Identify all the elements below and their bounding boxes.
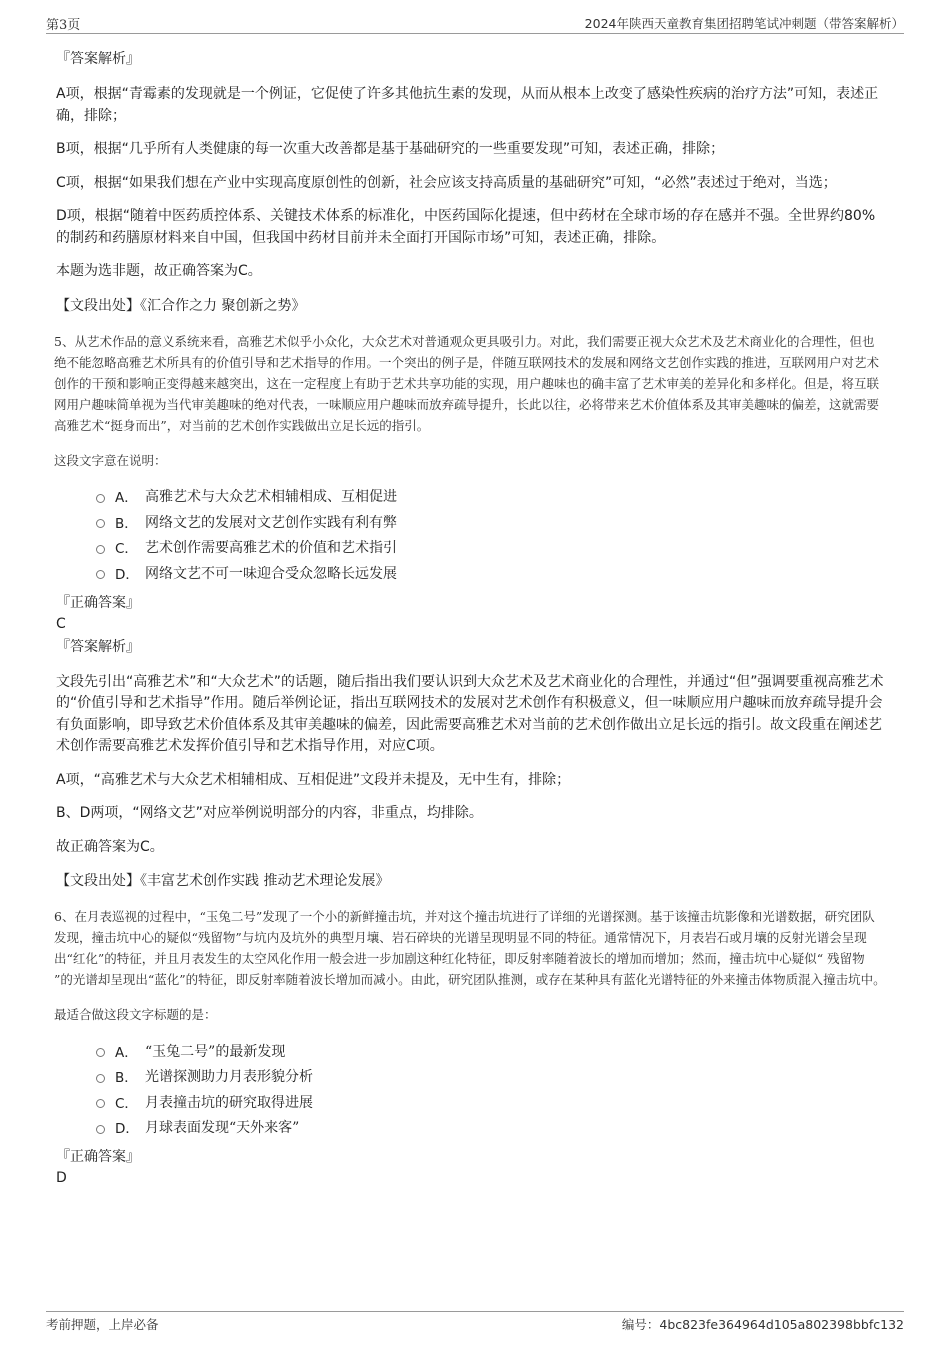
q5-option-b[interactable] — [96, 509, 886, 535]
q6-prompt: 最适合做这段文字标题的是： — [54, 1007, 217, 1022]
q5-analysis-main: 文段先引出“高雅艺术”和“大众艺术”的话题，随后指出我们要认识到大众艺术及艺术商业化的合理性，并通过“但”强调要重视高雅艺术的“价值引导和艺术指导”作用。随后举例论证，指出互联网技术的发展对艺术创作有积极意义，但一味顺应用户趣味而放弃疏导提升会有负面影响，即导致艺术价值体系及其审美趣味的偏差，因此需要高雅艺术对当前的艺术创作做出立足长远的指引。故文段重在阐述艺术创作需要高雅艺术发挥价值引导和艺术指导作用，对应C项。 — [56, 673, 884, 754]
q5-answer-label: 『正确答案』 — [56, 594, 140, 611]
q6-option-a[interactable] — [96, 1038, 886, 1064]
q5-option-c[interactable] — [96, 535, 886, 561]
option-letter: D． — [115, 566, 139, 583]
q6-answer-block — [56, 1146, 886, 1188]
option-letter: B． — [115, 515, 138, 532]
q5-source: 【文段出处】《丰富艺术创作实践 推动艺术理论发展》 — [56, 873, 390, 889]
page-footer — [46, 1311, 904, 1335]
radio-icon[interactable] — [96, 1074, 105, 1083]
option-text: 网络文艺不可一味迎合受众忽略长远发展 — [145, 565, 397, 582]
option-text: 艺术创作需要高雅艺术的价值和艺术指引 — [145, 540, 397, 557]
option-text: 网络文艺的发展对文艺创作实践有利有弊 — [145, 514, 397, 531]
option-text: 高雅艺术与大众艺术相辅相成、互相促进 — [145, 489, 397, 506]
q4-source: 【文段出处】《汇合作之力 聚创新之势》 — [56, 297, 306, 314]
document-code — [622, 1315, 904, 1333]
option-letter: C． — [115, 1095, 138, 1112]
q5-option-d[interactable] — [96, 560, 886, 586]
option-text: 月球表面发现“天外来客” — [145, 1120, 300, 1137]
footer-slogan: 考前押题，上岸必备 — [46, 1317, 159, 1332]
option-letter: C． — [115, 541, 138, 558]
q4-analysis-b: B项，根据“几乎所有人类健康的每一次重大改善都是基于基础研究的一些重要发现”可知，表述正确，排除； — [56, 141, 725, 157]
option-letter: D． — [115, 1121, 139, 1138]
q6-answer: D — [56, 1170, 67, 1186]
radio-icon[interactable] — [96, 1099, 105, 1108]
radio-icon[interactable] — [96, 1048, 105, 1057]
q4-analysis-d: D项，根据“随着中医药质控体系、关键技术体系的标准化，中医药国际化提速，但中药材在全球市场的存在感并不强。全世界约80%的制药和药膳原材料来自中国，但我国中药材目前并未全面打开国际市场”可知，表述正确，排除。 — [56, 208, 876, 246]
q6-options — [96, 1038, 886, 1140]
option-letter: A． — [115, 1044, 138, 1061]
q6-option-b[interactable] — [96, 1064, 886, 1090]
code-label: 编号： — [621, 1317, 660, 1332]
option-text: 月表撞击坑的研究取得进展 — [145, 1094, 313, 1111]
radio-icon[interactable] — [96, 570, 105, 579]
q4-analysis-c: C项，根据“如果我们想在产业中实现高度原创性的创新，社会应该支持高质量的基础研究”可知，“必然”表述过于绝对，当选； — [56, 174, 837, 191]
radio-icon[interactable] — [96, 1125, 105, 1134]
radio-icon[interactable] — [96, 494, 105, 503]
q5-conclusion: 故正确答案为C。 — [56, 838, 164, 855]
q5-options — [96, 484, 886, 586]
option-text: “玉兔二号”的最新发现 — [145, 1043, 286, 1060]
q5-prompt: 这段文字意在说明： — [54, 452, 167, 468]
q5-stem: 5、从艺术作品的意义系统来看，高雅艺术似乎小众化，大众艺术对普通观众更具吸引力。对此，我们需要正视大众艺术及艺术商业化的合理性，但也绝不能忽略高雅艺术所具有的价值引导和艺术指导的作用。一个突出的例子是，伴随互联网技术的发展和网络文艺创作实践的推进，互联网用户对艺术创作的干预和影响正变得越来越突出，这在一定程度上有助于艺术共享功能的实现，用户趣味也的确丰富了艺术审美的差异化和多样化。但是，将互联网用户趣味简单视为当代审美趣味的绝对代表，一味顺应用户趣味而放弃疏导提升，长此以往，必将带来艺术价值体系及其审美趣味的偏差，这就需要高雅艺术“挺身而出”，对当前的艺术创作实践做出立足长远的指引。 — [54, 333, 880, 433]
q4-analysis-a: A项，根据“青霉素的发现就是一个例证，它促使了许多其他抗生素的发现，从而从根本上改变了感染性疾病的治疗方法”可知，表述正确，排除； — [56, 86, 879, 124]
q4-analysis-label: 『答案解析』 — [56, 51, 140, 67]
q4-conclusion: 本题为选非题，故正确答案为C。 — [56, 263, 262, 279]
q5-analysis-label: 『答案解析』 — [56, 638, 140, 655]
q5-analysis-a: A项，“高雅艺术与大众艺术相辅相成、互相促进”文段并未提及，无中生有，排除； — [56, 771, 571, 788]
q6-stem: 6、在月表巡视的过程中，“玉兔二号”发现了一个小的新鲜撞击坑，并对这个撞击坑进行了详细的光谱探测。基于该撞击坑影像和光谱数据，研究团队发现，撞击坑中心的疑似“残留物”与坑内及坑外的典型月壤、岩石碎块的光谱呈现明显不同的特征。通常情况下，月表岩石或月壤的反射光谱会呈现出“红化”的特征，并且月表发生的太空风化作用一般会进一步加剧这种红化特征，即反射率随着波长的增加而增加；然而，撞击坑中心疑似“ 残留物 ”的光谱却呈现出“蓝化”的特征，即反射率随着波长增加而减小。由此，研究团队推测，或存在某种具有蓝化光谱特征的外来撞击体物质混入撞击坑中。 — [54, 909, 886, 987]
q6-answer-label: 『正确答案』 — [56, 1149, 140, 1165]
option-letter: A． — [115, 490, 138, 507]
code-value: 4bc823fe364964d105a802398bbfc132 — [659, 1317, 904, 1332]
radio-icon[interactable] — [96, 545, 105, 554]
document-title: 2024年陕西天童教育集团招聘笔试冲刺题（带答案解析） — [584, 16, 904, 31]
page-header — [46, 14, 904, 34]
option-letter: B． — [115, 1070, 138, 1087]
q5-answer-block — [56, 592, 886, 658]
option-text: 光谱探测助力月表形貌分析 — [145, 1069, 313, 1086]
page-content — [56, 44, 886, 1188]
page-number: 第3页 — [46, 18, 81, 33]
q5-answer: C — [56, 615, 66, 632]
q6-option-c[interactable] — [96, 1089, 886, 1115]
q5-option-a[interactable] — [96, 484, 886, 510]
q5-analysis-bd: B、D两项，“网络文艺”对应举例说明部分的内容，非重点，均排除。 — [56, 805, 483, 821]
q6-option-d[interactable] — [96, 1115, 886, 1141]
radio-icon[interactable] — [96, 519, 105, 528]
